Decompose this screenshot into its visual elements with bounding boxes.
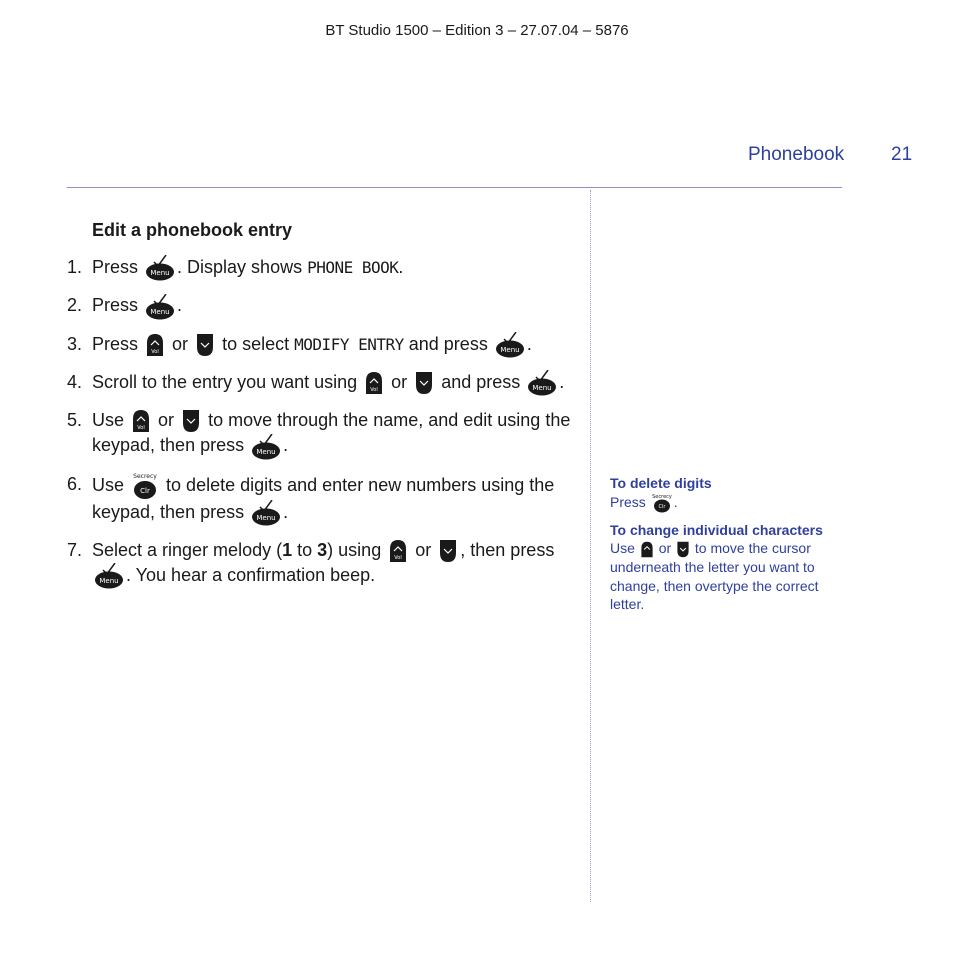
column-divider — [590, 190, 591, 902]
page-number: 21 — [891, 144, 913, 165]
menu-key-icon — [495, 332, 525, 358]
delete-digits-title: To delete digits — [610, 475, 712, 491]
menu-key-label: Menu — [150, 307, 170, 316]
step-3: 3. Press Vol or to select MODIFY ENTRY and press Menu . — [67, 332, 572, 358]
vol-down-key-icon — [676, 541, 690, 558]
change-characters-note: To change individual characters Use or to move the cursor underneath the letter you want to change, then overtype the correct letter. — [610, 521, 842, 614]
secrecy-label: Secrecy — [651, 493, 672, 500]
menu-key-label: Menu — [150, 269, 170, 278]
vol-up-key-icon — [388, 539, 408, 563]
menu-key-icon — [251, 434, 281, 460]
vol-key-label: Vol — [151, 348, 159, 355]
vol-up-key-icon — [364, 371, 384, 395]
main-column — [67, 220, 572, 601]
menu-key-label: Menu — [99, 577, 119, 586]
section-title: Phonebook — [748, 144, 845, 165]
menu-key-label: Menu — [256, 513, 276, 522]
vol-key-label: Vol — [394, 555, 402, 561]
step-2: 2. Press Menu . — [67, 293, 572, 319]
steps-list — [67, 255, 572, 589]
vol-down-key-icon — [414, 371, 434, 395]
vol-up-key-icon — [640, 541, 654, 558]
step-1: 1. Press Menu . Display shows PHONE BOOK. — [67, 255, 572, 281]
menu-key-icon — [527, 370, 557, 396]
menu-key-icon — [145, 294, 175, 320]
step-4: 4. Scroll to the entry you want using Vol or and press Menu . — [67, 370, 572, 396]
step-6: 6. Use Secrecy Clr to delete digits and enter new numbers using the keypad, then press Menu . — [67, 472, 572, 526]
secrecy-label: Secrecy — [133, 472, 157, 480]
step-5: 5. Use Vol or to move through the name, and edit using the keypad, then press Menu . — [67, 408, 572, 460]
clear-key-icon — [651, 493, 673, 513]
vol-key-label: Vol — [137, 425, 145, 432]
clear-key-icon — [131, 472, 159, 500]
clr-key-label: Clr — [140, 486, 150, 495]
menu-key-icon — [94, 563, 124, 589]
menu-key-label: Menu — [500, 345, 520, 354]
section-heading: Edit a phonebook entry — [92, 220, 293, 240]
vol-up-key-icon — [145, 333, 165, 357]
delete-digits-note: To delete digits Press Secrecy Clr . — [610, 474, 842, 513]
menu-key-label: Menu — [256, 447, 276, 456]
edition-header: BT Studio 1500 – Edition 3 – 27.07.04 – 5876 — [325, 22, 629, 39]
display-text: MODIFY ENTRY — [294, 334, 404, 354]
menu-key-icon — [145, 255, 175, 281]
menu-key-label: Menu — [532, 384, 552, 392]
step-7: 7. Select a ringer melody (1 to 3) using Vol or , then press Menu . You hear a confirmation beep. — [67, 538, 572, 590]
header-rule — [67, 187, 842, 188]
clr-key-label: Clr — [658, 503, 666, 510]
display-text: PHONE BOOK — [307, 258, 399, 277]
sidebar-notes — [610, 474, 842, 622]
vol-up-key-icon — [131, 409, 151, 433]
menu-key-icon — [251, 500, 281, 526]
vol-down-key-icon — [181, 409, 201, 433]
vol-down-key-icon — [438, 539, 458, 563]
change-characters-title: To change individual characters — [610, 521, 823, 538]
vol-down-key-icon — [195, 333, 215, 357]
vol-key-label: Vol — [370, 387, 378, 393]
